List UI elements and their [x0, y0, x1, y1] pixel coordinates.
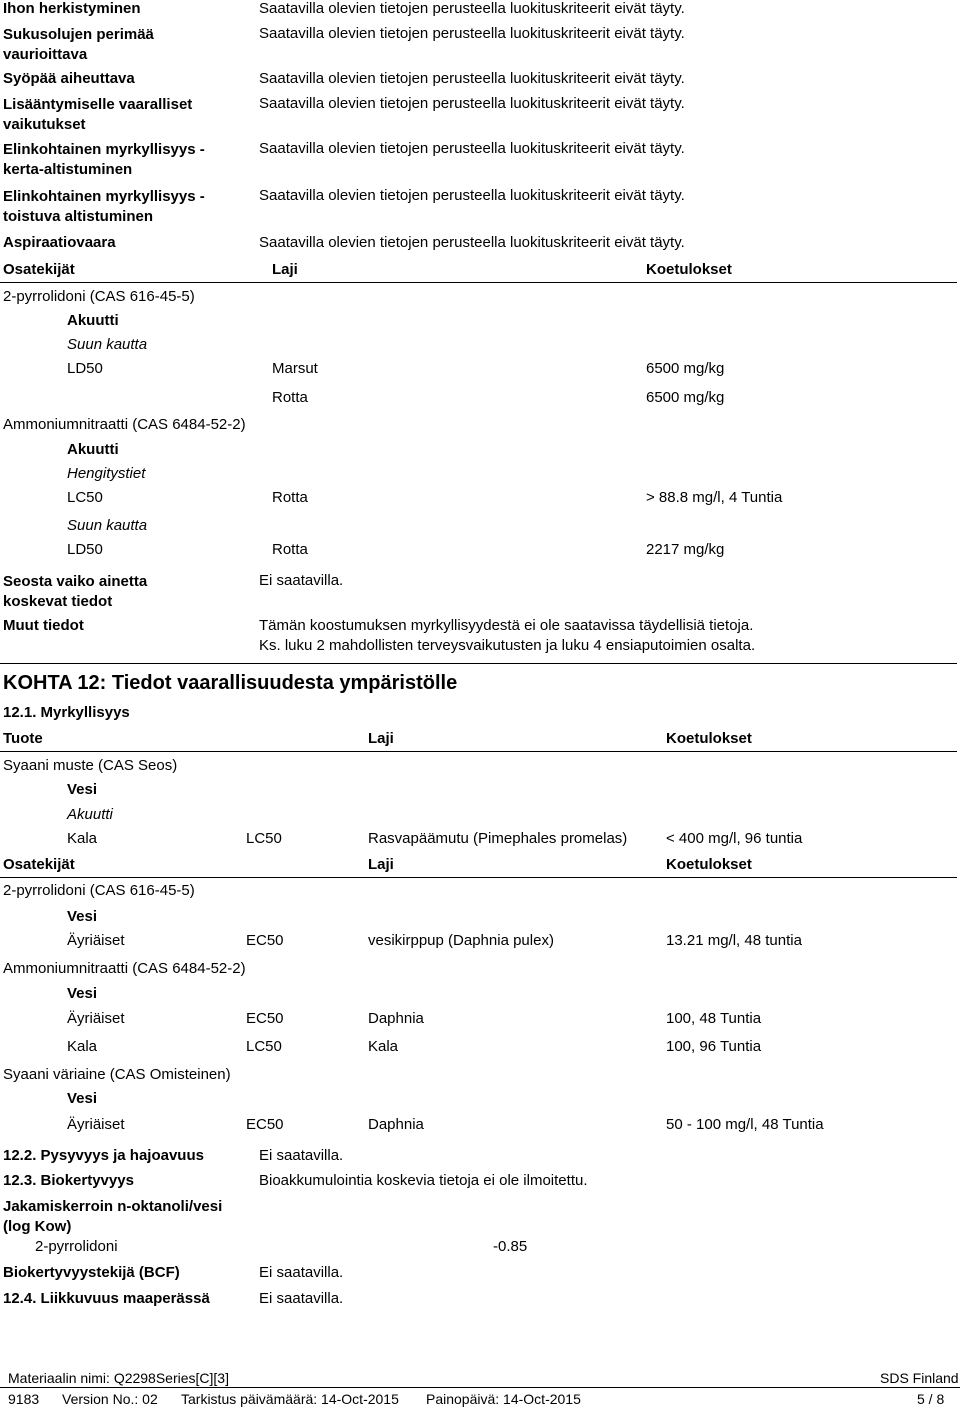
eco-media-label: Vesi [67, 781, 98, 798]
eco-test-type: EC50 [246, 1010, 284, 1027]
hazard-value-mutagenicity: Saatavilla olevien tietojen perusteella luokituskriteerit eivät täyty. [259, 25, 685, 42]
tox-test-type: LD50 [67, 360, 103, 377]
eco-media-label: Vesi [67, 1090, 98, 1107]
eco-comp-header-components: Osatekijät [3, 856, 75, 873]
kow-label: Jakamiskerroin n-oktanoli/vesi (log Kow) [3, 1198, 223, 1235]
mixture-info-value: Ei saatavilla. [259, 572, 344, 589]
hazard-label-aspiration: Aspiraatiovaara [3, 234, 116, 251]
tox-route-label: Suun kautta [67, 336, 148, 353]
hazard-value-carcinogenicity: Saatavilla olevien tietojen perusteella luokituskriteerit eivät täyty. [259, 70, 685, 87]
eco-species: Rasvapäämutu (Pimephales promelas) [368, 830, 628, 847]
kow-item: 2-pyrrolidoni [35, 1238, 118, 1255]
mobility-value: Ei saatavilla. [259, 1290, 344, 1307]
tox-route-label: Suun kautta [67, 517, 148, 534]
eco-comp-header-divider [0, 877, 957, 878]
hazard-label-stot-single: Elinkohtainen myrkyllisyys - kerta-altistuminen [3, 141, 205, 178]
eco-media-label: Vesi [67, 985, 98, 1002]
tox-component-name: Ammoniumnitraatti (CAS 6484-52-2) [3, 416, 246, 433]
bioaccumulation-label: 12.3. Biokertyvyys [3, 1172, 134, 1189]
footer-divider [0, 1387, 960, 1388]
hazard-value-aspiration: Saatavilla olevien tietojen perusteella luokituskriteerit eivät täyty. [259, 234, 685, 251]
eco-group: Äyriäiset [67, 1010, 125, 1027]
tox-result: 6500 mg/kg [646, 360, 725, 377]
footer-material-name: Materiaalin nimi: Q2298Series[C][3] [8, 1370, 229, 1386]
eco-product-name: Syaani muste (CAS Seos) [3, 757, 178, 774]
other-info-line1: Tämän koostumuksen myrkyllisyydestä ei ole saatavissa täydellisiä tietoja. [259, 617, 754, 634]
hazard-label-mutagenicity: Sukusolujen perimää vaurioittava [3, 26, 154, 63]
eco-species: vesikirppup (Daphnia pulex) [368, 932, 554, 949]
tox-test-type: LD50 [67, 541, 103, 558]
hazard-label-skin-sensitization: Ihon herkistyminen [3, 0, 141, 17]
eco-result: 13.21 mg/l, 48 tuntia [666, 932, 802, 949]
tox-header-components: Osatekijät [3, 261, 75, 278]
hazard-label-reproductive: Lisääntymiselle vaaralliset vaikutukset [3, 96, 193, 133]
eco-media-label: Vesi [67, 908, 98, 925]
eco-test-type: LC50 [246, 1038, 282, 1055]
eco-comp-header-results: Koetulokset [666, 856, 752, 873]
footer-sds-label: SDS Finland [880, 1370, 959, 1386]
eco-header-product: Tuote [3, 730, 43, 747]
tox-acute-label: Akuutti [67, 312, 119, 329]
section-divider [0, 663, 957, 664]
hazard-label-carcinogenicity: Syöpää aiheuttava [3, 70, 135, 87]
mobility-label: 12.4. Liikkuvuus maaperässä [3, 1290, 210, 1307]
eco-test-type: EC50 [246, 1116, 284, 1133]
footer-page-number: 5 / 8 [917, 1391, 945, 1407]
tox-result: > 88.8 mg/l, 4 Tuntia [646, 489, 783, 506]
eco-result: < 400 mg/l, 96 tuntia [666, 830, 803, 847]
eco-component-name: Ammoniumnitraatti (CAS 6484-52-2) [3, 960, 246, 977]
mixture-info-label: Seosta vaiko ainetta koskevat tiedot [3, 573, 148, 610]
bcf-label: Biokertyvyystekijä (BCF) [3, 1264, 180, 1281]
other-info-label: Muut tiedot [3, 617, 84, 634]
footer-revision-date: Tarkistus päivämäärä: 14-Oct-2015 [181, 1391, 399, 1407]
tox-route-label: Hengitystiet [67, 465, 146, 482]
tox-species: Marsut [272, 360, 318, 377]
eco-species: Daphnia [368, 1010, 424, 1027]
tox-species: Rotta [272, 489, 308, 506]
eco-group: Äyriäiset [67, 932, 125, 949]
eco-comp-header-species: Laji [368, 856, 394, 873]
hazard-value-stot-repeated: Saatavilla olevien tietojen perusteella luokituskriteerit eivät täyty. [259, 187, 685, 204]
tox-species: Rotta [272, 389, 308, 406]
eco-species: Daphnia [368, 1116, 424, 1133]
hazard-value-skin-sensitization: Saatavilla olevien tietojen perusteella luokituskriteerit eivät täyty. [259, 0, 685, 17]
eco-component-name: Syaani väriaine (CAS Omisteinen) [3, 1066, 231, 1083]
eco-species: Kala [368, 1038, 399, 1055]
eco-group: Kala [67, 1038, 98, 1055]
eco-group: Kala [67, 830, 98, 847]
eco-header-divider [0, 751, 957, 752]
bcf-value: Ei saatavilla. [259, 1264, 344, 1281]
section-12-1-heading: 12.1. Myrkyllisyys [3, 704, 130, 721]
eco-test-type: LC50 [246, 830, 282, 847]
tox-acute-label: Akuutti [67, 441, 119, 458]
tox-species: Rotta [272, 541, 308, 558]
tox-result: 6500 mg/kg [646, 389, 725, 406]
eco-result: 100, 48 Tuntia [666, 1010, 762, 1027]
tox-header-species: Laji [272, 261, 298, 278]
hazard-value-stot-single: Saatavilla olevien tietojen perusteella luokituskriteerit eivät täyty. [259, 140, 685, 157]
eco-result: 100, 96 Tuntia [666, 1038, 762, 1055]
eco-result: 50 - 100 mg/l, 48 Tuntia [666, 1116, 824, 1133]
hazard-label-stot-repeated: Elinkohtainen myrkyllisyys - toistuva altistuminen [3, 188, 205, 225]
tox-test-type: LC50 [67, 489, 103, 506]
other-info-line2: Ks. luku 2 mahdollisten terveysvaikutusten ja luku 4 ensiaputoimien osalta. [259, 637, 756, 654]
footer-print-date: Painopäivä: 14-Oct-2015 [426, 1391, 581, 1407]
footer-version: Version No.: 02 [62, 1391, 158, 1407]
bioaccumulation-value: Bioakkumulointia koskevia tietoja ei ole ilmoitettu. [259, 1172, 588, 1189]
hazard-value-reproductive: Saatavilla olevien tietojen perusteella luokituskriteerit eivät täyty. [259, 95, 685, 112]
persistence-label: 12.2. Pysyvyys ja hajoavuus [3, 1147, 204, 1164]
persistence-value: Ei saatavilla. [259, 1147, 344, 1164]
eco-acute-label: Akuutti [67, 806, 113, 823]
eco-test-type: EC50 [246, 932, 284, 949]
tox-header-divider [0, 282, 957, 283]
eco-component-name: 2-pyrrolidoni (CAS 616-45-5) [3, 882, 195, 899]
eco-group: Äyriäiset [67, 1116, 125, 1133]
tox-header-results: Koetulokset [646, 261, 732, 278]
footer-code: 9183 [8, 1391, 40, 1407]
tox-result: 2217 mg/kg [646, 541, 725, 558]
eco-header-species: Laji [368, 730, 394, 747]
kow-value: -0.85 [493, 1238, 528, 1255]
eco-header-results: Koetulokset [666, 730, 752, 747]
tox-component-name: 2-pyrrolidoni (CAS 616-45-5) [3, 288, 195, 305]
section-12-title: KOHTA 12: Tiedot vaarallisuudesta ympäristölle [3, 672, 458, 694]
